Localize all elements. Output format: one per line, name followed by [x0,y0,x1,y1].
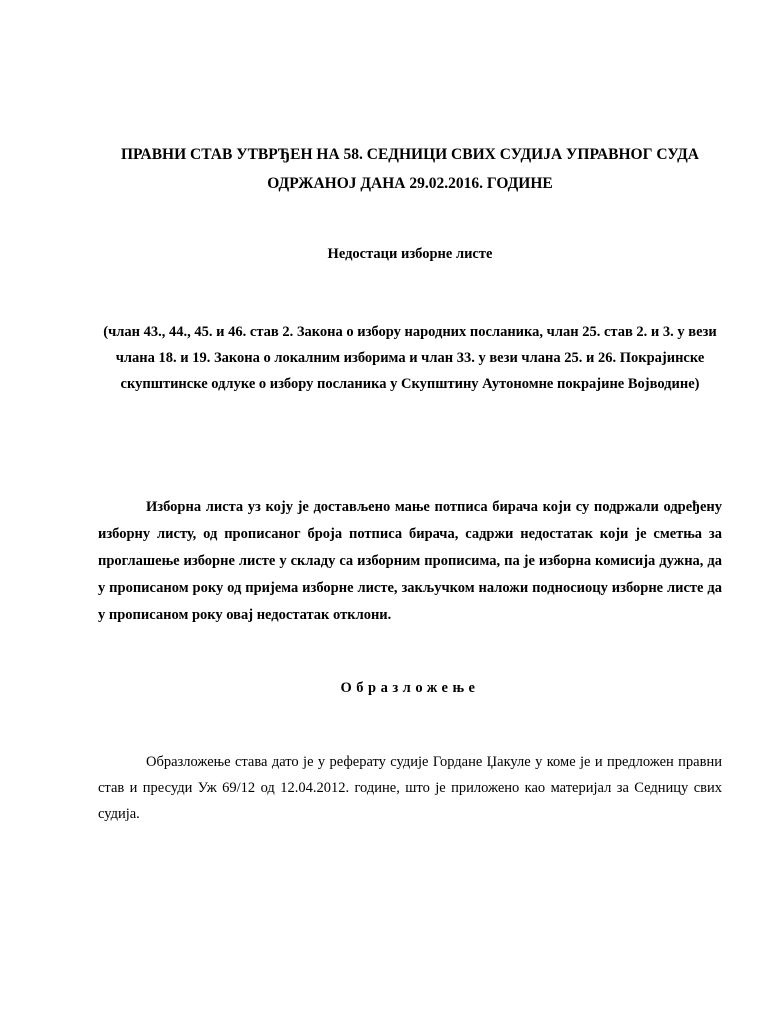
legal-holding-paragraph: Изборна листа уз коју је достављено мање потписа бирача који су подржали одређену изборну листу, од прописаног броја потписа бирача, садржи недостатак који је сметња за проглашење изборне листе у складу са изборним прописима, па је изборна комисија дужна, да у прописаном року од пријема изборне листе, закључком наложи подносиоцу изборне листе да у прописаном року овај недостатак отклони. [98,499,722,623]
title-line-1: ПРАВНИ СТАВ УТВРЂЕН НА 58. СЕДНИЦИ СВИХ СУДИЈА УПРАВНОГ СУДА [120,146,700,163]
title-line-2: ОДРЖАНОЈ ДАНА 29.02.2016. ГОДИНЕ [267,175,553,192]
subject-heading: Недостаци изборне листе [327,246,493,262]
document-title [60,140,760,198]
reasoning-paragraph: Образложење става дато је у реферату судије Гордане Џакуле у коме је и предложен правни став и пресуди Уж 69/12 од 12.04.2012. године, што је приложено као материјал за Седницу свих судија. [98,754,722,822]
legal-articles-reference: (члан 43., 44., 45. и 46. став 2. Закона о избору народних посланика, члан 25. став 2. и 3. у вези члана 18. и 19. Закона о локалним изборима и члан 33. у вези члана 25. и 26. Покрајинске скупштинске одлуке о избору посланика у Скупштину Аутономне покрајине Војводине) [103,324,717,392]
reasoning-heading: Образложење [340,680,480,696]
